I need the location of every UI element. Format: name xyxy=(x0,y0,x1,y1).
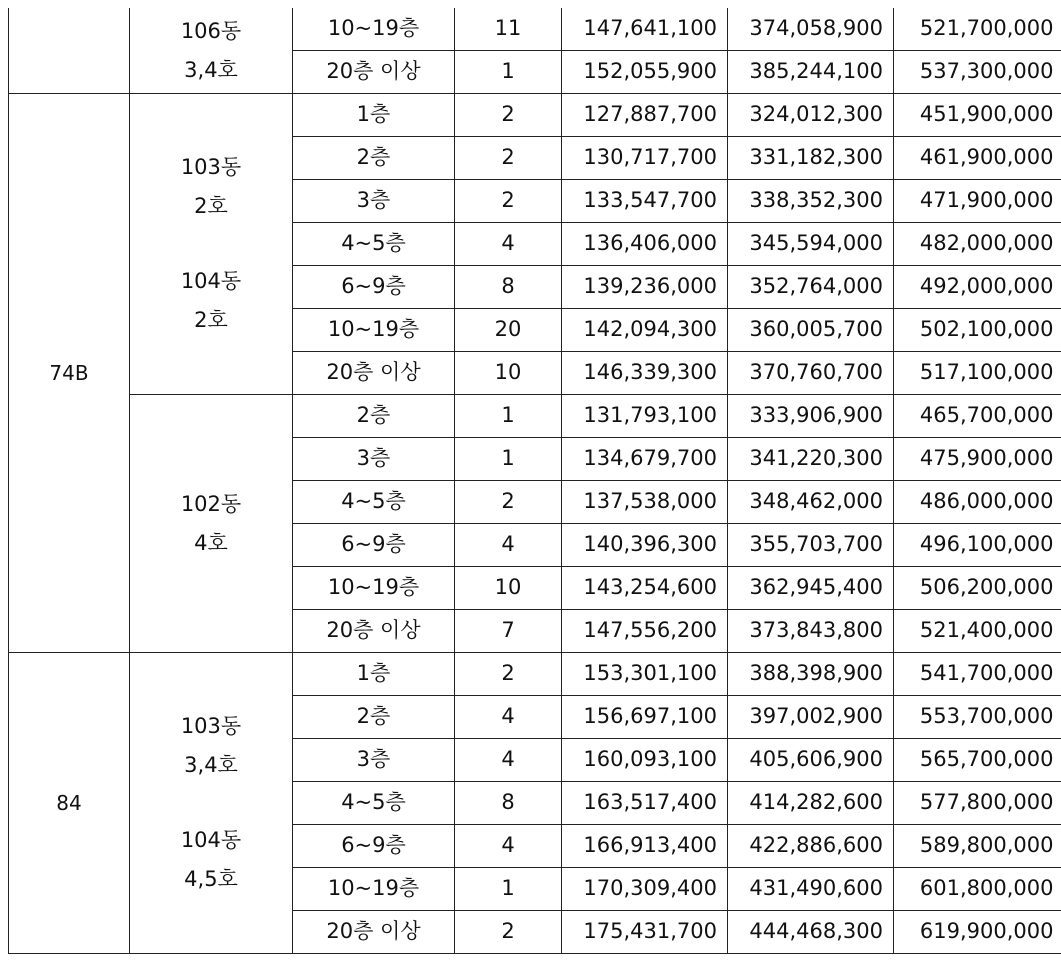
land-price-cell: 134,679,700 xyxy=(562,438,728,481)
land-price-cell: 147,641,100 xyxy=(562,8,728,51)
units-cell: 10 xyxy=(455,352,562,395)
building-price-cell: 331,182,300 xyxy=(728,137,894,180)
building-price-cell: 444,468,300 xyxy=(728,911,894,954)
land-price-cell: 143,254,600 xyxy=(562,567,728,610)
price-table-body xyxy=(9,8,1061,954)
building-price-cell: 385,244,100 xyxy=(728,51,894,94)
floor-cell: 10~19층 xyxy=(293,309,455,352)
land-price-cell: 156,697,100 xyxy=(562,696,728,739)
total-price-cell: 521,700,000 xyxy=(894,8,1061,51)
total-price-cell: 451,900,000 xyxy=(894,94,1061,137)
land-price-cell: 130,717,700 xyxy=(562,137,728,180)
land-price-cell: 139,236,000 xyxy=(562,266,728,309)
table-row xyxy=(9,8,1061,51)
land-price-cell: 166,913,400 xyxy=(562,825,728,868)
floor-cell: 20층 이상 xyxy=(293,911,455,954)
building-price-cell: 422,886,600 xyxy=(728,825,894,868)
building-number: 106동 xyxy=(180,18,242,43)
floor-cell: 1층 xyxy=(293,94,455,137)
building-price-cell: 338,352,300 xyxy=(728,180,894,223)
floor-cell: 20층 이상 xyxy=(293,51,455,94)
building-price-cell: 397,002,900 xyxy=(728,696,894,739)
units-cell: 4 xyxy=(455,524,562,567)
land-price-cell: 163,517,400 xyxy=(562,782,728,825)
units-cell: 11 xyxy=(455,8,562,51)
total-price-cell: 577,800,000 xyxy=(894,782,1061,825)
total-price-cell: 475,900,000 xyxy=(894,438,1061,481)
building-price-cell: 362,945,400 xyxy=(728,567,894,610)
floor-cell: 4~5층 xyxy=(293,782,455,825)
floor-cell: 6~9층 xyxy=(293,825,455,868)
floor-cell: 10~19층 xyxy=(293,8,455,51)
land-price-cell: 127,887,700 xyxy=(562,94,728,137)
unit-line: 3,4호 xyxy=(184,57,238,82)
building-number: 103동 xyxy=(180,155,242,180)
total-price-cell: 506,200,000 xyxy=(894,567,1061,610)
total-price-cell: 461,900,000 xyxy=(894,137,1061,180)
building-price-cell: 324,012,300 xyxy=(728,94,894,137)
table-row xyxy=(9,395,1061,438)
units-cell: 4 xyxy=(455,739,562,782)
total-price-cell: 521,400,000 xyxy=(894,610,1061,653)
floor-cell: 4~5층 xyxy=(293,223,455,266)
building-price-cell: 405,606,900 xyxy=(728,739,894,782)
building-price-cell: 341,220,300 xyxy=(728,438,894,481)
building-price-cell: 355,703,700 xyxy=(728,524,894,567)
total-price-cell: 553,700,000 xyxy=(894,696,1061,739)
units-cell: 2 xyxy=(455,180,562,223)
building-number: 102동 xyxy=(180,491,242,516)
total-price-cell: 537,300,000 xyxy=(894,51,1061,94)
building-price-cell: 431,490,600 xyxy=(728,868,894,911)
land-price-cell: 147,556,200 xyxy=(562,610,728,653)
total-price-cell: 619,900,000 xyxy=(894,911,1061,954)
unit-line: 2호 xyxy=(194,307,228,332)
building-price-cell: 360,005,700 xyxy=(728,309,894,352)
land-price-cell: 153,301,100 xyxy=(562,653,728,696)
floor-cell: 4~5층 xyxy=(293,481,455,524)
building-price-cell: 373,843,800 xyxy=(728,610,894,653)
floor-cell: 6~9층 xyxy=(293,266,455,309)
floor-cell: 3층 xyxy=(293,438,455,481)
floor-cell: 10~19층 xyxy=(293,567,455,610)
building-price-cell: 388,398,900 xyxy=(728,653,894,696)
units-cell: 1 xyxy=(455,395,562,438)
units-cell: 1 xyxy=(455,868,562,911)
unit-type-cell: 74B xyxy=(9,94,130,653)
building-unit-cell xyxy=(130,653,293,954)
building-unit-cell xyxy=(130,8,293,94)
units-cell: 7 xyxy=(455,610,562,653)
total-price-cell: 541,700,000 xyxy=(894,653,1061,696)
building-price-cell: 333,906,900 xyxy=(728,395,894,438)
land-price-cell: 152,055,900 xyxy=(562,51,728,94)
units-cell: 1 xyxy=(455,438,562,481)
building-gap xyxy=(130,226,292,262)
unit-line: 4호 xyxy=(194,530,228,555)
floor-cell: 3층 xyxy=(293,739,455,782)
building-price-cell: 414,282,600 xyxy=(728,782,894,825)
units-cell: 2 xyxy=(455,911,562,954)
units-cell: 4 xyxy=(455,223,562,266)
table-row xyxy=(9,653,1061,696)
land-price-cell: 133,547,700 xyxy=(562,180,728,223)
building-price-cell: 348,462,000 xyxy=(728,481,894,524)
units-cell: 2 xyxy=(455,137,562,180)
floor-cell: 10~19층 xyxy=(293,868,455,911)
floor-cell: 20층 이상 xyxy=(293,610,455,653)
land-price-cell: 131,793,100 xyxy=(562,395,728,438)
building-gap xyxy=(130,785,292,821)
unit-type-cell: 84 xyxy=(9,653,130,954)
building-price-cell: 374,058,900 xyxy=(728,8,894,51)
total-price-cell: 471,900,000 xyxy=(894,180,1061,223)
total-price-cell: 465,700,000 xyxy=(894,395,1061,438)
floor-cell: 20층 이상 xyxy=(293,352,455,395)
units-cell: 20 xyxy=(455,309,562,352)
land-price-cell: 160,093,100 xyxy=(562,739,728,782)
floor-cell: 2층 xyxy=(293,395,455,438)
floor-cell: 2층 xyxy=(293,137,455,180)
building-number: 104동 xyxy=(180,828,242,852)
unit-type-cell xyxy=(9,8,130,94)
table-row xyxy=(9,94,1061,137)
units-cell: 2 xyxy=(455,481,562,524)
total-price-cell: 496,100,000 xyxy=(894,524,1061,567)
land-price-cell: 137,538,000 xyxy=(562,481,728,524)
building-unit-cell xyxy=(130,94,293,395)
units-cell: 4 xyxy=(455,696,562,739)
units-cell: 1 xyxy=(455,51,562,94)
units-cell: 4 xyxy=(455,825,562,868)
land-price-cell: 136,406,000 xyxy=(562,223,728,266)
floor-cell: 1층 xyxy=(293,653,455,696)
floor-cell: 3층 xyxy=(293,180,455,223)
building-number: 103동 xyxy=(180,714,242,739)
total-price-cell: 517,100,000 xyxy=(894,352,1061,395)
total-price-cell: 601,800,000 xyxy=(894,868,1061,911)
floor-cell: 6~9층 xyxy=(293,524,455,567)
land-price-cell: 140,396,300 xyxy=(562,524,728,567)
total-price-cell: 565,700,000 xyxy=(894,739,1061,782)
total-price-cell: 486,000,000 xyxy=(894,481,1061,524)
price-table xyxy=(8,8,1061,954)
unit-line: 2호 xyxy=(194,194,228,219)
building-number: 104동 xyxy=(180,269,242,293)
building-price-cell: 352,764,000 xyxy=(728,266,894,309)
total-price-cell: 502,100,000 xyxy=(894,309,1061,352)
floor-cell: 2층 xyxy=(293,696,455,739)
units-cell: 8 xyxy=(455,782,562,825)
unit-line: 4,5호 xyxy=(184,866,238,891)
land-price-cell: 175,431,700 xyxy=(562,911,728,954)
land-price-cell: 170,309,400 xyxy=(562,868,728,911)
units-cell: 10 xyxy=(455,567,562,610)
building-unit-cell xyxy=(130,395,293,653)
total-price-cell: 482,000,000 xyxy=(894,223,1061,266)
building-price-cell: 370,760,700 xyxy=(728,352,894,395)
units-cell: 2 xyxy=(455,94,562,137)
units-cell: 2 xyxy=(455,653,562,696)
total-price-cell: 589,800,000 xyxy=(894,825,1061,868)
building-price-cell: 345,594,000 xyxy=(728,223,894,266)
unit-line: 3,4호 xyxy=(184,753,238,778)
total-price-cell: 492,000,000 xyxy=(894,266,1061,309)
land-price-cell: 146,339,300 xyxy=(562,352,728,395)
units-cell: 8 xyxy=(455,266,562,309)
land-price-cell: 142,094,300 xyxy=(562,309,728,352)
